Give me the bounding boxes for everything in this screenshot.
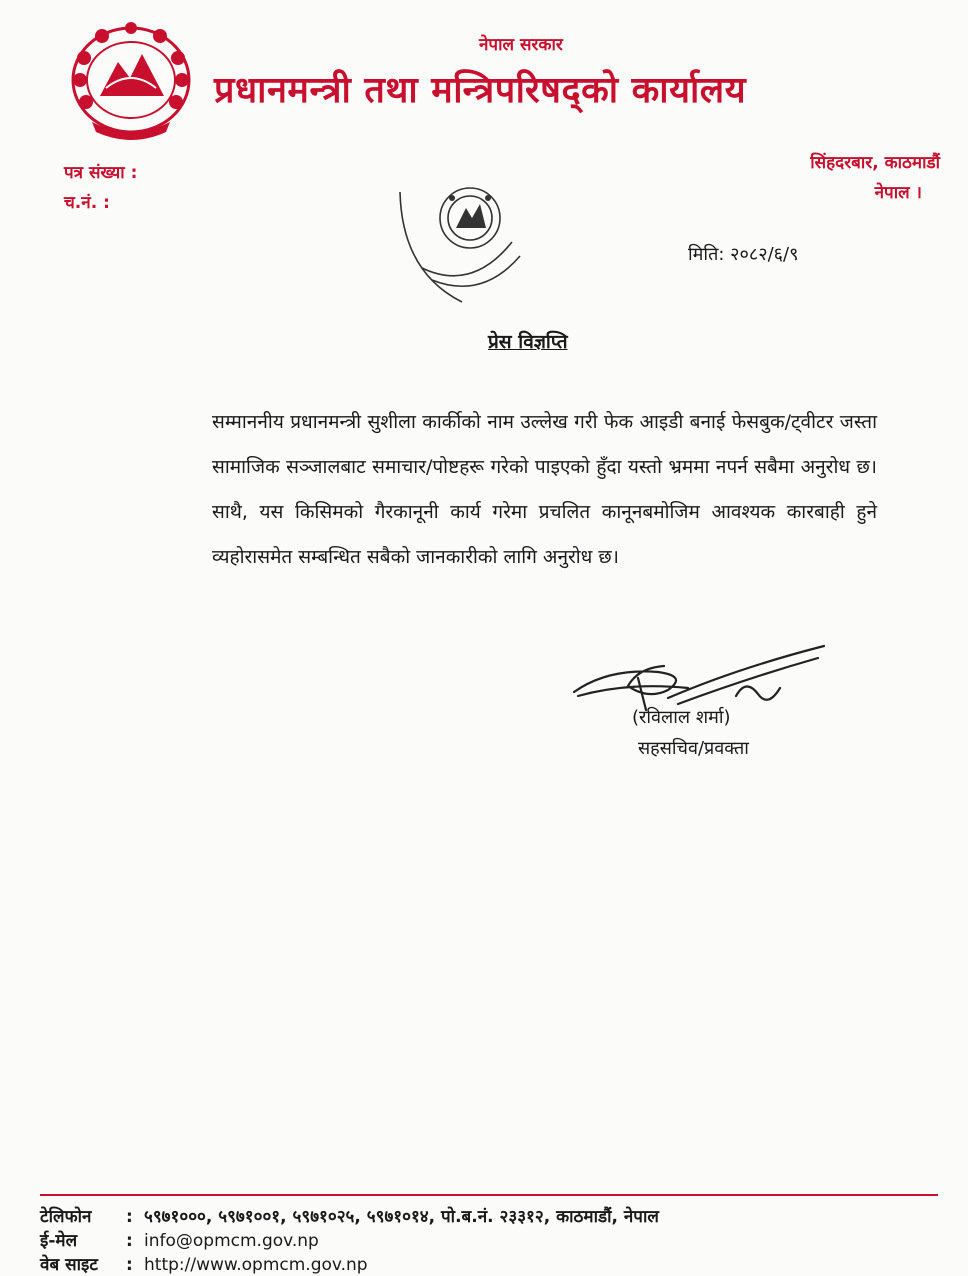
phone-label: टेलिफोन — [40, 1207, 92, 1227]
press-release-title: प्रेस विज्ञप्ति — [488, 331, 568, 353]
email-separator: : — [126, 1231, 133, 1251]
signatory-name: (रविलाल शर्मा) — [632, 707, 731, 728]
website-label: वेब साइट — [40, 1255, 98, 1275]
website-value[interactable]: http://www.opmcm.gov.np — [144, 1255, 368, 1275]
dispatch-number-label: च.नं. : — [64, 193, 110, 213]
footer-website-row — [40, 1252, 368, 1275]
letter-number-label: पत्र संख्या : — [64, 163, 138, 183]
office-name: प्रधानमन्त्री तथा मन्त्रिपरिषद्को कार्यालय — [214, 70, 747, 111]
footer-phone-row — [40, 1204, 659, 1227]
email-value[interactable]: info@opmcm.gov.np — [144, 1231, 319, 1251]
press-release-body: सम्माननीय प्रधानमन्त्री सुशीला कार्कीको नाम उल्लेख गरी फेक आइडी बनाई फेसबुक/ट्वीटर जस्ता सामाजिक सञ्जालबाट समाचार/पोष्टहरू गरेको पाइएको हुँदा यस्तो भ्रममा नपर्न सबैमा अनुरोध छ। साथै, यस किसिमको गैरकानूनी कार्य गरेमा प्रचलित कानूनबमोजिम आवश्यक कारबाही हुने व्यहोरासमेत सम्बन्धित सबैको जानकारीको लागि अनुरोध छ। — [212, 411, 877, 568]
office-seal-icon — [392, 172, 532, 312]
website-separator: : — [126, 1255, 133, 1275]
letter-date: मिति: २०८२/६/९ — [688, 244, 799, 265]
email-label: ई-मेल — [40, 1231, 78, 1251]
nepal-emblem-icon — [62, 18, 200, 146]
government-name: नेपाल सरकार — [479, 35, 563, 55]
address-line-2: नेपाल । — [874, 183, 922, 203]
footer-divider — [40, 1194, 938, 1196]
signatory-designation: सहसचिव/प्रवक्ता — [638, 738, 749, 759]
footer-email-row — [40, 1228, 319, 1251]
phone-value: ५९७१०००, ५९७१००१, ५९७१०२५, ५९७१०१४, पो.ब.नं. २३३१२, काठमाडौं, नेपाल — [144, 1207, 659, 1227]
address-line-1: सिंहदरबार, काठमाडौं — [810, 153, 940, 173]
phone-separator: : — [126, 1207, 133, 1227]
